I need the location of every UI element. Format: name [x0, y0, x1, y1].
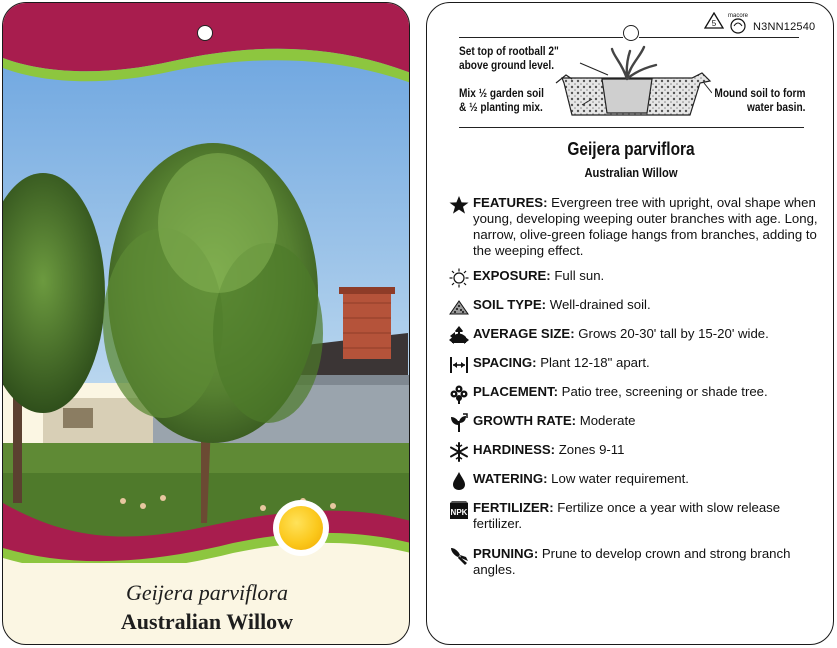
botanical-name: Geijera parviflora [567, 139, 695, 159]
care-item-watering [447, 471, 827, 493]
care-item-text: EXPOSURE: Full sun. [473, 268, 605, 283]
care-item-features [447, 195, 827, 259]
care-item-soil [447, 297, 827, 319]
hang-hole [623, 25, 639, 41]
planting-diagram-icon [552, 43, 712, 123]
top-rule-right [639, 37, 799, 38]
top-rule-left [459, 37, 623, 38]
care-item-exposure [447, 268, 827, 290]
care-item-spacing [447, 355, 827, 377]
care-item-text: GROWTH RATE: Moderate [473, 413, 636, 428]
plant-tag-front [2, 2, 410, 645]
npk-icon [447, 500, 471, 522]
care-item-text: PRUNING: Prune to develop crown and strong branch angles. [473, 546, 791, 577]
svg-text:5: 5 [711, 19, 717, 28]
planting-note-mix: Mix ½ garden soil & ½ planting mix. [459, 88, 544, 114]
care-item-text: FEATURES: Evergreen tree with upright, oval shape when young, developing weeping outer branches with age. Long, narrow, olive-green foliage hangs from branches, adding to the weeping effect. [473, 195, 818, 258]
svg-text:NPK: NPK [450, 508, 468, 517]
macore-logo-icon [725, 11, 751, 35]
care-item-text: SPACING: Plant 12-18" apart. [473, 355, 650, 370]
care-item-text: PLACEMENT: Patio tree, screening or shade tree. [473, 384, 768, 399]
care-item-text: SOIL TYPE: Well-drained soil. [473, 297, 651, 312]
size-icon [447, 326, 471, 348]
growth-icon [447, 413, 471, 435]
care-item-text: AVERAGE SIZE: Grows 20-30' tall by 15-20' wide. [473, 326, 769, 341]
care-item-hardiness [447, 442, 827, 464]
product-code: N3NN12540 [753, 21, 816, 33]
common-name: Australian Willow [120, 609, 294, 634]
section-divider [459, 127, 804, 128]
planting-note-top: Set top of rootball 2" above ground level. [459, 46, 559, 72]
care-item-text: FERTILIZER: Fertilize once a year with slow release fertilizer. [473, 500, 781, 531]
care-item-size [447, 326, 827, 348]
star-icon [447, 195, 471, 217]
care-item-text: HARDINESS: Zones 9-11 [473, 442, 625, 457]
placement-icon [447, 384, 471, 406]
svg-text:macore: macore [727, 13, 749, 19]
water-drop-icon [447, 471, 471, 493]
snowflake-icon [447, 442, 471, 464]
plant-tag-back [426, 2, 834, 645]
care-item-growth [447, 413, 827, 435]
soil-icon [447, 297, 471, 319]
sun-outline-icon [447, 268, 471, 290]
recycle-icon [704, 12, 724, 30]
care-item-fertilizer [447, 500, 827, 532]
hang-hole [197, 25, 213, 41]
care-item-text: WATERING: Low water requirement. [473, 471, 689, 486]
botanical-name: Geijera parviflora [126, 580, 288, 605]
common-name: Australian Willow [584, 165, 678, 180]
spacing-icon [447, 355, 471, 377]
care-item-pruning [447, 546, 827, 578]
full-sun-icon [273, 500, 329, 556]
pruners-icon [447, 546, 471, 568]
care-item-placement [447, 384, 827, 406]
tree-photo [3, 3, 410, 563]
planting-note-mound: Mound soil to form water basin. [713, 88, 805, 114]
